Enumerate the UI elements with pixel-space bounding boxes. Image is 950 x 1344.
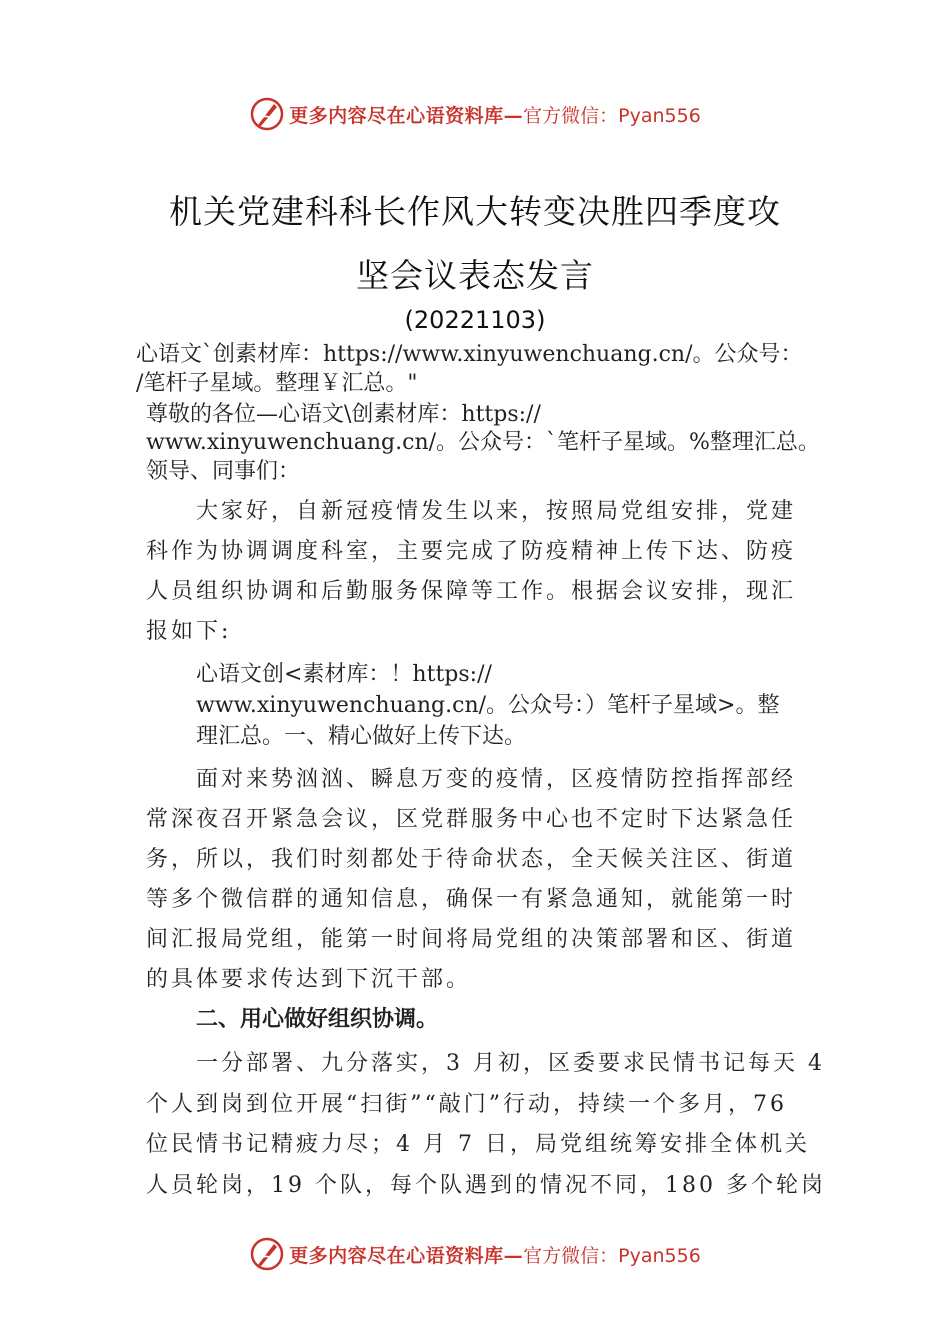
footer-banner — [0, 1234, 950, 1274]
paragraph-line: 间汇报局党组，能第一时间将局党组的决策部署和区、街道 — [146, 927, 797, 952]
paragraph-line: 个人到岗到位开展“扫街”“敲门”行动，持续一个多月，76 — [146, 1092, 787, 1117]
watermark-line: 心语文`创素材库：https://www.xinyuwenchuang.cn/。公众号： — [136, 342, 803, 367]
section-heading-line: www.xinyuwenchuang.cn/。公众号：）笔杆子星域>。整 — [196, 693, 780, 718]
banner-wechat-text: 官方微信：Pyan556 — [523, 104, 701, 127]
paragraph-line: 人员组织协调和后勤服务保障等工作。根据会议安排，现汇 — [146, 579, 797, 604]
header-banner — [0, 94, 950, 134]
paragraph-line: 位民情书记精疲力尽；4 月 7 日，局党组统筹安排全体机关 — [146, 1132, 810, 1157]
quill-logo-icon — [249, 96, 285, 132]
salutation-line: 领导、同事们： — [146, 459, 301, 484]
page-title-line-1: 机关党建科科长作风大转变决胜四季度攻 — [169, 192, 781, 231]
banner-wechat-text: 官方微信：Pyan556 — [523, 1244, 701, 1267]
paragraph-line: 人员轮岗，19 个队，每个队遇到的情况不同，180 多个轮岗 — [146, 1173, 826, 1198]
quill-logo-icon — [249, 1236, 285, 1272]
salutation-line: www.xinyuwenchuang.cn/。公众号：`笔杆子星域。%整理汇总。 — [146, 430, 820, 455]
paragraph-line: 等多个微信群的通知信息，确保一有紧急通知，就能第一时 — [146, 887, 797, 912]
paragraph-line: 务，所以，我们时刻都处于待命状态，全天候关注区、街道 — [146, 847, 797, 872]
banner-brand-text: 更多内容尽在心语资料库— — [289, 1244, 524, 1267]
section-heading: 二、用心做好组织协调。 — [196, 1007, 439, 1032]
paragraph-line: 科作为协调调度科室，主要完成了防疫精神上传下达、防疫 — [146, 539, 797, 564]
paragraph-line: 一分部署、九分落实，3 月初，区委要求民情书记每天 4 — [196, 1051, 825, 1076]
salutation-line: 尊敬的各位—心语文\创素材库：https:// — [146, 402, 541, 427]
section-heading-line: 心语文创<素材库：！https:// — [196, 662, 492, 687]
paragraph-line: 面对来势汹汹、瞬息万变的疫情，区疫情防控指挥部经 — [196, 767, 797, 792]
page-title-line-2: 坚会议表态发言 — [356, 256, 594, 295]
paragraph-line: 大家好，自新冠疫情发生以来，按照局党组安排，党建 — [196, 499, 797, 524]
paragraph-line: 的具体要求传达到下沉干部。 — [146, 967, 472, 992]
section-heading-line: 理汇总。一、精心做好上传下达。 — [196, 724, 527, 749]
banner-brand-text: 更多内容尽在心语资料库— — [289, 104, 524, 127]
paragraph-line: 常深夜召开紧急会议，区党群服务中心也不定时下达紧急任 — [146, 807, 797, 832]
paragraph-line: 报如下: — [146, 619, 232, 644]
watermark-line: /笔杆子星域。整理￥汇总。" — [136, 371, 418, 396]
document-date: (20221103) — [404, 306, 546, 334]
